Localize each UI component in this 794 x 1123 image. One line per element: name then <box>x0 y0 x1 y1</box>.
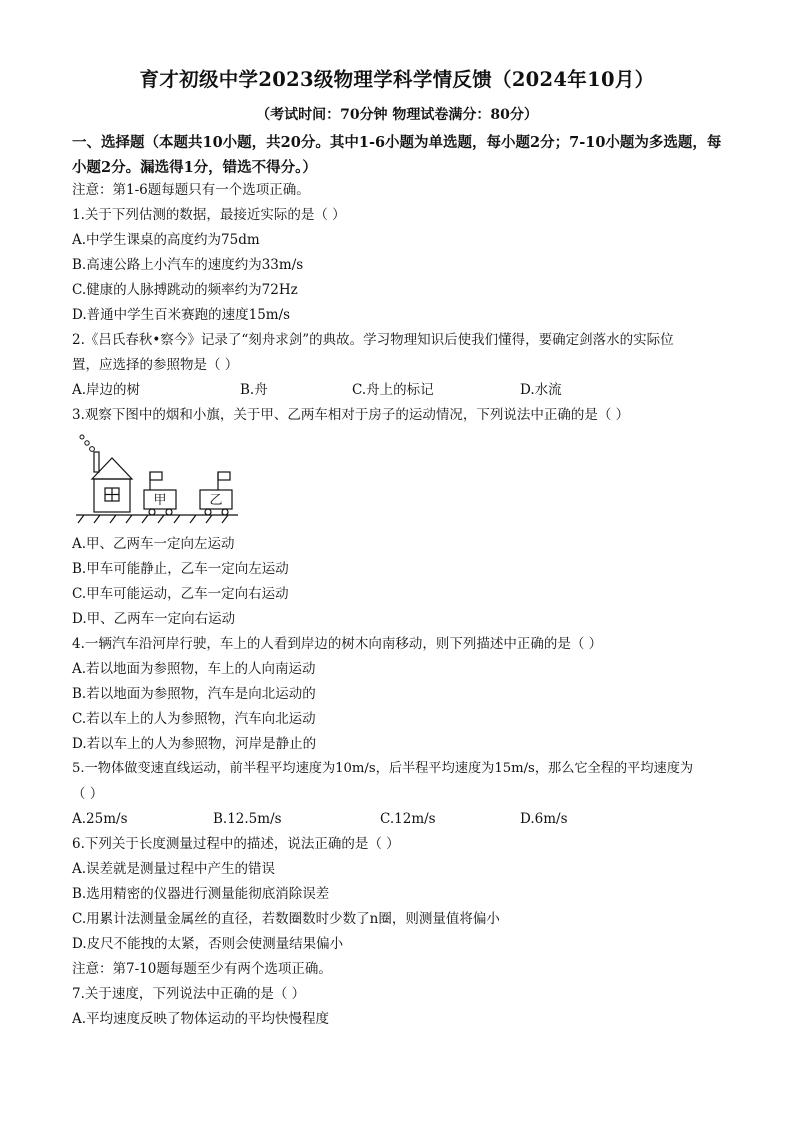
question-5-stem-line1: 5.一物体做变速直线运动，前半程平均速度为10m/s，后半程平均速度为15m/s，那么它全程的平均速度为 <box>72 761 694 776</box>
smoke-icon <box>80 435 94 451</box>
question-2-option-a: A.岸边的树 <box>72 382 141 398</box>
question-4-option-c: C.若以车上的人为参照物，汽车向北运动 <box>72 711 316 727</box>
question-5-option-a: A.25m/s <box>72 811 128 827</box>
question-1-option-c: C.健康的人脉搏跳动的频率约为72Hz <box>72 282 298 298</box>
question-2-stem-line2: 置，应选择的参照物是（ ） <box>72 357 239 373</box>
question-4-option-b: B.若以地面为参照物，汽车是向北运动的 <box>72 686 316 702</box>
question-5-option-c: C.12m/s <box>380 811 436 827</box>
question-6-option-b: B.选用精密的仪器进行测量能彻底消除误差 <box>72 886 330 902</box>
section-heading: 一、选择题（本题共10小题，共20分。其中1-6小题为单选题，每小题2分；7-10小题为多选题，每小题2分。漏选得1分，错选不得分。） <box>72 134 722 176</box>
question-5-stem-line2: （ ） <box>72 786 104 802</box>
exam-title: 育才初级中学2023级物理学科学情反馈（2024年10月） <box>139 68 655 91</box>
note-single-choice: 注意：第1-6题每题只有一个选项正确。 <box>72 182 310 198</box>
question-3-option-a: A.甲、乙两车一定向左运动 <box>72 536 235 552</box>
question-2-stem-line1: 2.《吕氏春秋•察今》记录了“刻舟求剑”的典故。学习物理知识后使我们懂得，要确定剑落水的实际位 <box>72 332 674 348</box>
question-4-option-d: D.若以车上的人为参照物，河岸是静止的 <box>72 736 317 752</box>
question-1-option-a: A.中学生课桌的高度约为75dm <box>72 232 260 248</box>
question-6-stem: 6.下列关于长度测量过程中的描述，说法正确的是（ ） <box>72 836 400 852</box>
house-icon <box>92 452 132 512</box>
ground-line <box>76 515 238 523</box>
exam-subtitle: （考试时间：70分钟 物理试卷满分：80分） <box>256 107 538 123</box>
car-jia-label: 甲 <box>153 493 167 508</box>
question-6-option-d: D.皮尺不能拽的太紧，否则会使测量结果偏小 <box>72 936 344 952</box>
question-1-option-d: D.普通中学生百米赛跑的速度15m/s <box>72 307 291 323</box>
question-4-option-a: A.若以地面为参照物，车上的人向南运动 <box>72 661 316 677</box>
question-2-option-d: D.水流 <box>520 382 562 398</box>
question-1-option-b: B.高速公路上小汽车的速度约为33m/s <box>72 257 304 273</box>
question-1-stem: 1.关于下列估测的数据，最接近实际的是（ ） <box>72 207 346 223</box>
question-5-option-d: D.6m/s <box>520 811 568 827</box>
question-6-option-c: C.用累计法测量金属丝的直径，若数圈数时少数了n圈，则测量值将偏小 <box>72 911 500 927</box>
question-3-stem: 3.观察下图中的烟和小旗，关于甲、乙两车相对于房子的运动情况，下列说法中正确的是（ ） <box>72 407 630 423</box>
note-multi-choice: 注意：第7-10题每题至少有两个选项正确。 <box>72 961 332 977</box>
question-2-option-c: C.舟上的标记 <box>352 382 434 398</box>
question-6-option-a: A.误差就是测量过程中产生的错误 <box>72 861 276 877</box>
question-2-option-b: B.舟 <box>240 382 268 398</box>
car-yi-label: 乙 <box>209 493 223 508</box>
question-3-option-b: B.甲车可能静止，乙车一定向左运动 <box>72 561 289 577</box>
house-and-cars-figure <box>72 432 242 527</box>
question-4-stem: 4.一辆汽车沿河岸行驶，车上的人看到岸边的树木向南移动，则下列描述中正确的是（ ） <box>72 636 603 652</box>
question-7-option-a: A.平均速度反映了物体运动的平均快慢程度 <box>72 1011 330 1027</box>
question-5-option-b: B.12.5m/s <box>213 811 282 827</box>
question-7-stem: 7.关于速度，下列说法中正确的是（ ） <box>72 986 306 1002</box>
question-3-option-c: C.甲车可能运动，乙车一定向右运动 <box>72 586 289 602</box>
question-3-option-d: D.甲、乙两车一定向右运动 <box>72 611 236 627</box>
